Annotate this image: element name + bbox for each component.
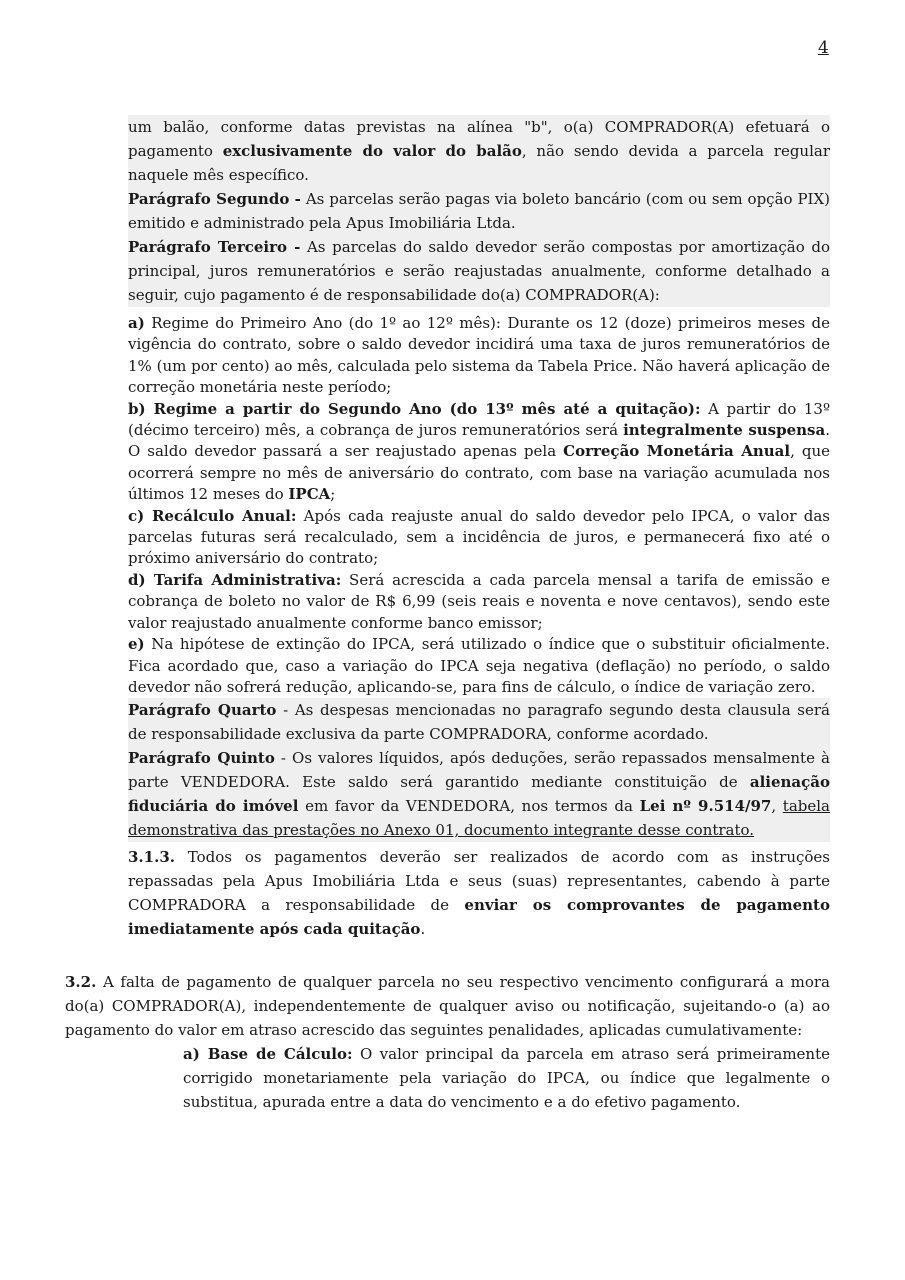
paragrafo-segundo bbox=[128, 187, 830, 235]
clause-3-1-3 bbox=[128, 845, 830, 941]
item-label: d) Tarifa Administrativa: bbox=[128, 570, 342, 589]
paragraph-title: Parágrafo Segundo - bbox=[128, 190, 301, 208]
paragraph-text: , bbox=[771, 797, 783, 815]
paragraph-text: - Os valores líquidos, após deduções, serão repassados mensalmente à parte VENDEDORA. Este saldo será garantido mediante constituição de bbox=[128, 749, 830, 791]
bold-phrase: IPCA bbox=[288, 485, 331, 504]
list-item-e bbox=[128, 634, 830, 698]
balloon-payment-paragraph bbox=[128, 115, 830, 187]
item-text: ; bbox=[330, 485, 336, 504]
item-text: Após cada reajuste anual do saldo devedor pelo IPCA, o valor das parcelas futuras será recalculado, sem a incidência de juros, e permanecerá fixo até o próximo aniversário do contrato; bbox=[128, 506, 830, 568]
page-number: 4 bbox=[818, 38, 829, 58]
list-item-a bbox=[128, 313, 830, 399]
clause-3-2 bbox=[65, 970, 830, 1042]
item-label: e) bbox=[128, 635, 145, 654]
clause-text: A falta de pagamento de qualquer parcela no seu respectivo vencimento configurará a mora do(a) COMPRADOR(A), independentemente de qualquer aviso ou notificação, sujeitando-o (a) ao pagamento do valor em atraso acrescido das seguintes penalidades, aplicadas cumulativamente: bbox=[65, 973, 830, 1039]
item-text: A partir do 13º (décimo terceiro) mês, a cobrança de juros remuneratórios será bbox=[128, 399, 831, 440]
bold-phrase: alienação fiduciária do imóvel bbox=[128, 773, 830, 815]
paragraph-text: As parcelas do saldo devedor serão compostas por amortização do principal, juros remuneratórios e serão reajustadas anualmente, conforme detalhado a seguir, cujo pagamento é de responsabilidade do(a) COMPRADOR(A): bbox=[128, 238, 830, 304]
paragraph-text: , não sendo devida a parcela regular naquele mês específico. bbox=[128, 142, 830, 184]
paragraph-title: Parágrafo Terceiro - bbox=[128, 238, 301, 256]
item-text: Será acrescida a cada parcela mensal a tarifa de emissão e cobrança de boleto no valor de R$ 6,99 (seis reais e noventa e nove centavos), sendo este valor reajustado anualmente conforme banco emissor; bbox=[128, 570, 830, 632]
list-item-b bbox=[128, 399, 830, 506]
bold-phrase: enviar os comprovantes de pagamento imediatamente após cada quitação bbox=[128, 896, 830, 938]
paragraph-text: em favor da VENDEDORA, nos termos da bbox=[298, 797, 640, 815]
item-text: O valor principal da parcela em atraso será primeiramente corrigido monetariamente pela variação do IPCA, ou índice que legalmente o substitua, apurada entre a data do vencimento e a do efetivo pagamento. bbox=[183, 1045, 830, 1111]
clause-text: Todos os pagamentos deverão ser realizados de acordo com as instruções repassadas pela Apus Imobiliária Ltda e seus (suas) representantes, cabendo à parte COMPRADORA a responsabilidade de bbox=[128, 848, 830, 914]
paragrafo-terceiro bbox=[128, 235, 830, 307]
item-label: a) Base de Cálculo: bbox=[183, 1045, 353, 1063]
bold-phrase: exclusivamente do valor do balão bbox=[222, 142, 522, 160]
underlined-phrase: tabela demonstrativa das prestações no Anexo 01, documento integrante desse contrato. bbox=[128, 797, 830, 839]
item-text: Regime do Primeiro Ano (do 1º ao 12º mês): Durante os 12 (doze) primeiros meses de vigência do contrato, sobre o saldo devedor incidirá uma taxa de juros remuneratórios de 1% (um por cento) ao mês, calculada pelo sistema da Tabela Price. Não haverá aplicação de correção monetária neste período; bbox=[128, 314, 830, 397]
list-item-c bbox=[128, 506, 830, 570]
paragrafo-quinto bbox=[128, 746, 830, 842]
paragraph-text: um balão, conforme datas previstas na alínea "b", o(a) COMPRADOR(A) efetuará o pagamento bbox=[128, 118, 830, 160]
bold-phrase: integralmente suspensa bbox=[623, 421, 826, 440]
clause-3-1-3-paragraph bbox=[128, 845, 830, 941]
item-text: . O saldo devedor passará a ser reajustado apenas pela bbox=[128, 421, 831, 461]
item-label: c) Recálculo Anual: bbox=[128, 506, 297, 525]
clause-3-2-item-a bbox=[183, 1042, 830, 1114]
item-label: a) bbox=[128, 314, 145, 332]
clause-number: 3.2. bbox=[65, 973, 97, 991]
paragrafo-quarto bbox=[128, 698, 830, 746]
clause-number: 3.1.3. bbox=[128, 848, 175, 866]
installment-rules-list bbox=[128, 313, 830, 698]
paragraph-title: Parágrafo Quarto bbox=[128, 701, 277, 719]
shaded-paragraphs-lower bbox=[128, 698, 830, 842]
item-text: , que ocorrerá sempre no mês de aniversário do contrato, com base na variação acumulada nos últimos 12 meses do bbox=[128, 442, 830, 504]
list-item-d bbox=[128, 570, 830, 634]
clause-text: . bbox=[420, 920, 426, 938]
item-label: b) Regime a partir do Segundo Ano (do 13º mês até a quitação): bbox=[128, 399, 701, 418]
item-text: Na hipótese de extinção do IPCA, será utilizado o índice que o substituir oficialmente. Fica acordado que, caso a variação do IPCA seja negativa (deflação) no período, o saldo devedor não sofrerá redução, aplicando-se, para fins de cálculo, o índice de variação zero. bbox=[128, 635, 830, 696]
paragraph-text: - As despesas mencionadas no paragrafo segundo desta clausula será de responsabilidade exclusiva da parte COMPRADORA, conforme acordado. bbox=[128, 701, 830, 743]
shaded-paragraphs-upper bbox=[128, 115, 830, 307]
paragraph-text: As parcelas serão pagas via boleto bancário (com ou sem opção PIX) emitido e administrado pela Apus Imobiliária Ltda. bbox=[128, 190, 831, 232]
bold-phrase: Correção Monetária Anual bbox=[563, 442, 791, 461]
bold-phrase: Lei nº 9.514/97 bbox=[639, 797, 772, 815]
paragraph-title: Parágrafo Quinto bbox=[128, 749, 275, 767]
